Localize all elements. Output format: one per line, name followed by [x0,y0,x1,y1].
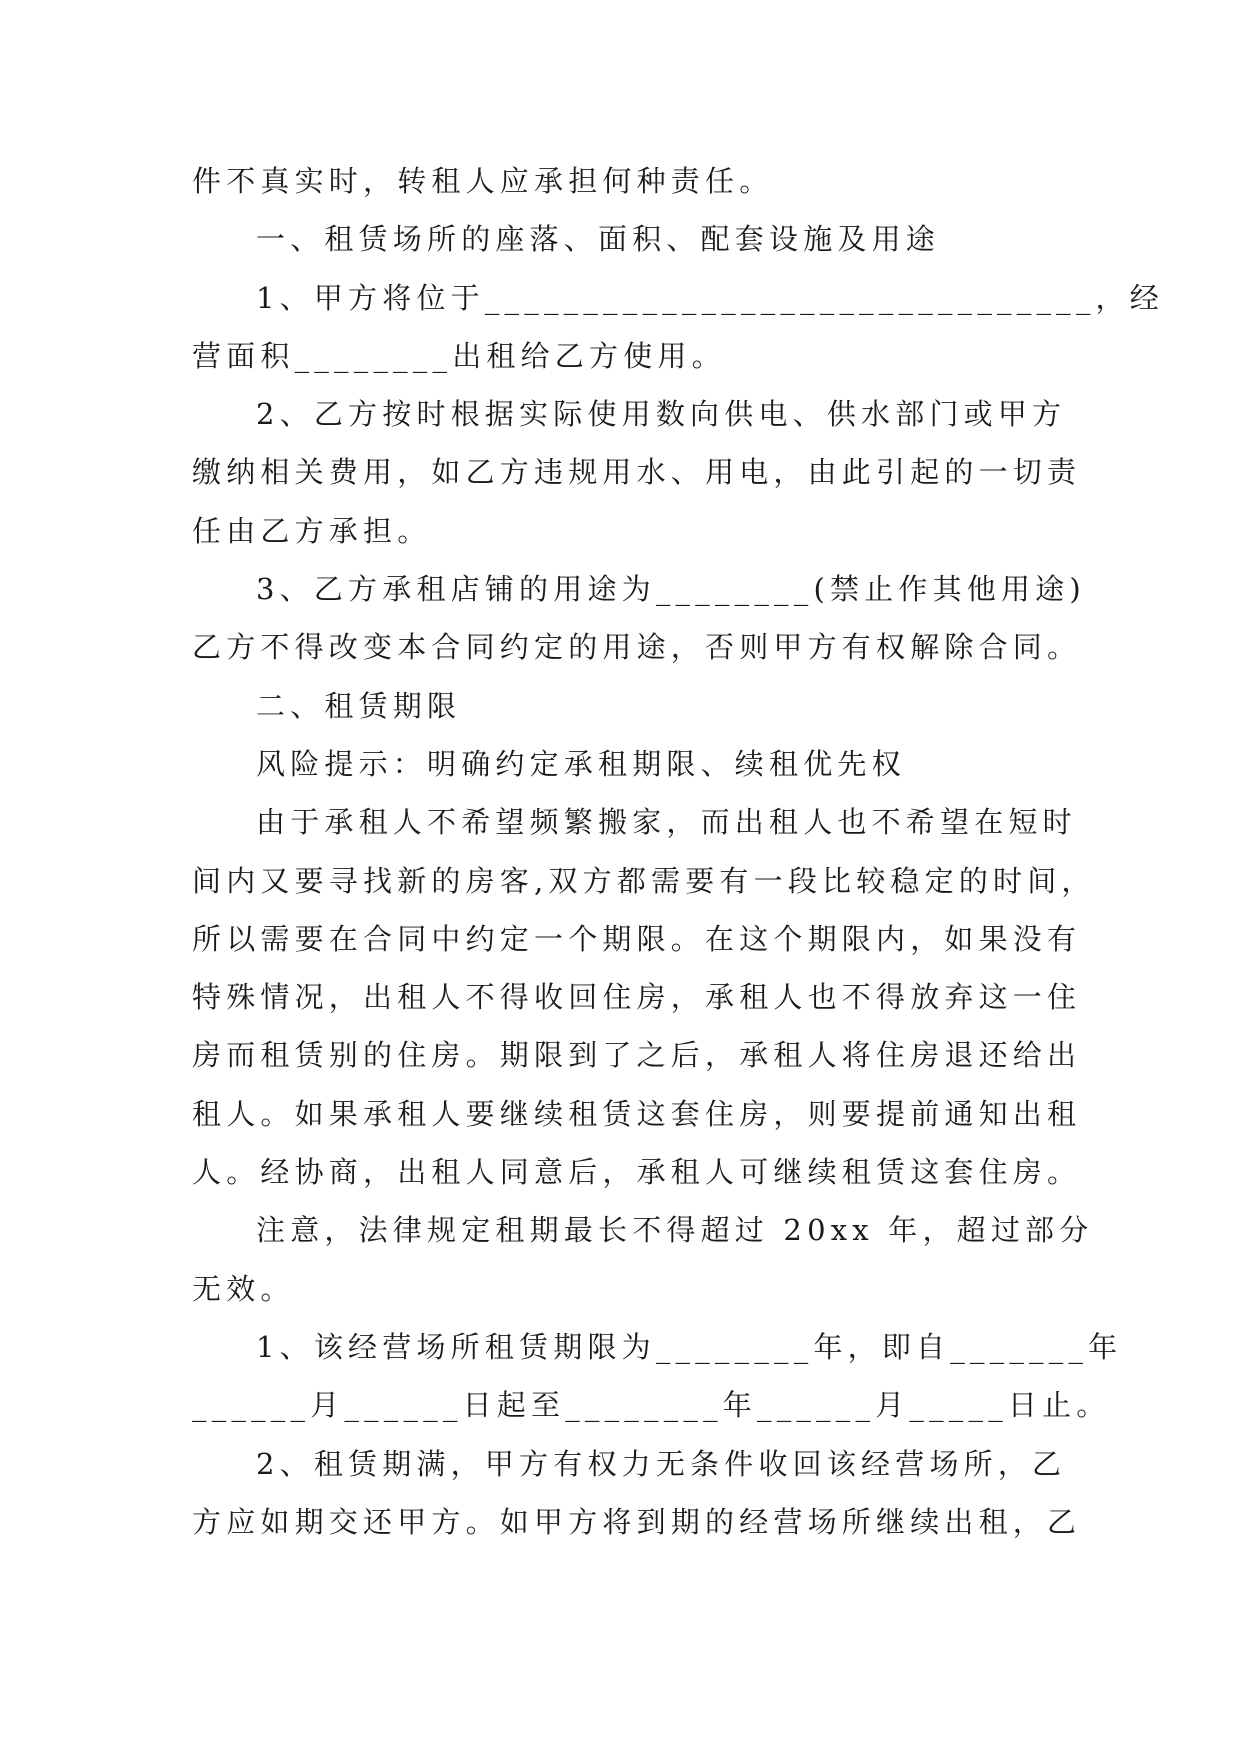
document-body [192,152,1164,1551]
text-line: ______月______日起至________年______月_____日止。 [192,1388,1111,1423]
text-line: 营面积________出租给乙方使用。 [192,338,726,373]
text-line: 间内又要寻找新的房客,双方都需要有一段比较稳定的时间， [192,863,1096,898]
text-line: 1、甲方将位于_______________________________，经 [256,280,1164,315]
text-line: 特殊情况，出租人不得收回住房，承租人也不得放弃这一住 [192,980,1082,1015]
text-line: 件不真实时，转租人应承担何种责任。 [192,164,774,198]
text-line: 由于承租人不希望频繁搬家，而出租人也不希望在短时 [256,805,1077,840]
text-line: 1、该经营场所租赁期限为________年，即自_______年 [256,1329,1123,1364]
text-line: 2、租赁期满，甲方有权力无条件收回该经营场所，乙 [256,1446,1067,1481]
text-line: 缴纳相关费用，如乙方违规用水、用电，由此引起的一切责 [192,455,1082,490]
text-line: 租人。如果承租人要继续租赁这套住房，则要提前通知出租 [192,1096,1082,1131]
section-heading-term: 二、租赁期限 [256,688,462,723]
text-line: 人。经协商，出租人同意后，承租人可继续租赁这套住房。 [192,1155,1082,1190]
text-line: 任由乙方承担。 [192,513,432,548]
text-line: 房而租赁别的住房。期限到了之后，承租人将住房退还给出 [192,1038,1082,1073]
text-line: 无效。 [192,1271,295,1306]
text-line: 2、乙方按时根据实际使用数向供电、供水部门或甲方 [256,397,1067,432]
text-line: 乙方不得改变本合同约定的用途，否则甲方有权解除合同。 [192,630,1082,665]
section-heading-location: 一、租赁场所的座落、面积、配套设施及用途 [256,222,941,257]
risk-tip: 风险提示：明确约定承租期限、续租优先权 [256,746,906,781]
text-line: 3、乙方承租店铺的用途为________(禁止作其他用途) [256,572,1086,607]
text-line: 所以需要在合同中约定一个期限。在这个期限内，如果没有 [192,921,1082,956]
text-line: 方应如期交还甲方。如甲方将到期的经营场所继续出租，乙 [192,1504,1082,1539]
note-line: 注意，法律规定租期最长不得超过 20xx 年，超过部分 [256,1213,1094,1248]
